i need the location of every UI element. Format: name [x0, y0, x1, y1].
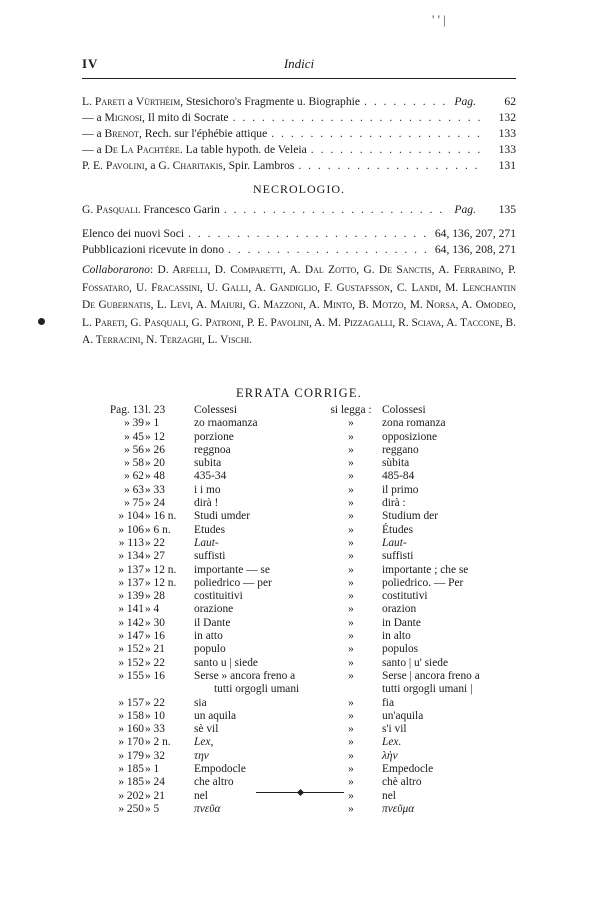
errata-correct: in alto — [382, 630, 411, 643]
errata-row — [0, 630, 612, 643]
errata-separator: » — [348, 643, 354, 656]
errata-separator: » — [348, 550, 354, 563]
errata-line: » 33 — [145, 723, 165, 736]
leader-dots — [224, 202, 451, 218]
errata-line: l. 23 — [145, 404, 166, 416]
end-ornament — [256, 790, 344, 796]
errata-separator: » — [348, 736, 354, 749]
errata-separator: » — [348, 776, 354, 789]
errata-line: » 12 n. — [145, 563, 177, 576]
errata-row — [0, 763, 612, 776]
errata-separator: » — [348, 510, 354, 523]
errata-wrong: zo rnaomanza — [194, 417, 258, 430]
errata-line: » 24 — [145, 776, 165, 789]
errata-row — [0, 524, 612, 537]
entry-author: Pareti — [94, 95, 125, 108]
errata-row — [0, 510, 612, 523]
entry-prefix: P. E. — [82, 159, 106, 172]
errata-page: » 134 — [118, 550, 144, 563]
leader-dots — [298, 158, 482, 174]
errata-page: » 56 — [124, 443, 144, 456]
errata-line: » 12 n. — [145, 576, 177, 589]
errata-separator: » — [348, 497, 354, 510]
errata-wrong: orazione — [194, 603, 234, 616]
margin-bullet — [38, 318, 45, 325]
errata-page: » 45 — [124, 430, 144, 443]
collaborators-paragraph — [82, 262, 516, 350]
errata-page: » 185 — [118, 763, 144, 776]
leader-dots — [228, 242, 431, 258]
entry-text — [82, 158, 294, 174]
errata-row — [0, 750, 612, 763]
errata-row — [0, 564, 612, 577]
page-number: IV — [82, 56, 99, 71]
errata-line: » 20 — [145, 457, 165, 470]
errata-line: » 28 — [145, 590, 165, 603]
errata-page: » 155 — [118, 669, 144, 682]
entry-connector: a — [124, 95, 136, 108]
errata-row — [0, 657, 612, 670]
errata-line: » 12 — [145, 430, 165, 443]
errata-wrong: Etudes — [194, 523, 226, 536]
errata-row — [0, 603, 612, 616]
index-row — [82, 142, 516, 158]
errata-row — [0, 537, 612, 550]
review-index — [82, 94, 516, 174]
errata-row — [0, 670, 612, 683]
errata-line: » 21 — [145, 789, 165, 802]
errata-row — [0, 444, 612, 457]
errata-row — [0, 643, 612, 656]
page-label: Pag. — [454, 203, 476, 216]
errata-separator: » — [348, 563, 354, 576]
errata-line: » 21 — [145, 643, 165, 656]
errata-wrong: suffisti — [194, 550, 226, 563]
errata-separator: » — [348, 763, 354, 776]
entry-target: Vürtheim — [135, 95, 181, 108]
entry-prefix: L. — [82, 95, 95, 108]
errata-page: » 39 — [124, 417, 144, 430]
errata-wrong: Studi umder — [194, 510, 251, 523]
errata-correct: poliedrico. — Per — [382, 576, 464, 589]
errata-wrong: nel — [194, 789, 208, 802]
errata-row — [0, 617, 612, 630]
errata-page: » 157 — [118, 696, 144, 709]
errata-row — [0, 590, 612, 603]
errata-separator: » — [348, 656, 354, 669]
errata-page: » 185 — [118, 776, 144, 789]
leader-dots — [188, 226, 431, 242]
errata-row — [0, 550, 612, 563]
entry-text: G. Pasquali. Francesco Garin — [82, 203, 220, 216]
errata-separator: » — [348, 430, 354, 443]
index-row — [82, 202, 516, 218]
errata-separator: » — [348, 470, 354, 483]
errata-wrong: subita — [194, 457, 222, 470]
errata-separator: » — [348, 576, 354, 589]
entry-target: Brenot — [104, 127, 139, 140]
entry-target: Mignosi — [104, 111, 142, 124]
errata-wrong: Serse » ancora freno a — [194, 669, 296, 682]
errata-correct: in Dante — [382, 616, 421, 629]
errata-page: » 137 — [118, 576, 144, 589]
errata-separator: » — [348, 603, 354, 616]
errata-correct: zona romanza — [382, 417, 446, 430]
errata-correct: Lex. — [382, 736, 402, 749]
errata-wrong: πνεῦα — [194, 802, 221, 815]
errata-line: » 22 — [145, 696, 165, 709]
errata-correct: chè altro — [382, 776, 422, 789]
errata-correct: Colossesi — [382, 404, 426, 416]
index-row — [82, 158, 516, 174]
errata-wrong: Lex, — [194, 736, 214, 749]
errata-line: » 1 — [145, 417, 160, 430]
page-ref: 62 — [504, 95, 516, 108]
errata-line: » 26 — [145, 443, 165, 456]
errata-separator: » — [348, 723, 354, 736]
entry-prefix: — a — [82, 111, 105, 124]
errata-line: » 16 n. — [145, 510, 177, 523]
errata-correct: dirà : — [382, 497, 406, 510]
errata-correct: importante ; che se — [382, 563, 469, 576]
errata-page: » 104 — [118, 510, 144, 523]
errata-wrong: την — [194, 749, 209, 762]
errata-correct: orazion — [382, 603, 417, 616]
errata-separator: » — [348, 457, 354, 470]
errata-line: » 24 — [145, 497, 165, 510]
errata-line: » 5 — [145, 802, 160, 815]
collaborators-names: : D. Arfelli, D. Comparetti, A. Dal Zotto, G. De Sanctis, A. Ferrabino, P. Fossataro, U. Fracassini, U. Galli, A. Gandiglio, F. Gustafsson, C. Landi, M. Lenchantin De Gubernatis, L. Levi, A. Maiuri, G. Mazzoni, A. Minto, B. Motzo, M. Norsa, A. Omodeo, L. Pareti, G. Pasquali, G. Patroni, P. E. Pavolini, A. M. Pizzagalli, R. Sciava, A. Taccone, B. A. Terracini, N. Terzaghi, L. Vischi. — [82, 264, 516, 347]
errata-wrong: sè vil — [194, 723, 219, 736]
page-title: Indici — [283, 56, 315, 71]
errata-page: » 106 — [118, 523, 144, 536]
errata-wrong: sia — [194, 696, 207, 709]
errata-row — [0, 736, 612, 749]
errata-line: » 6 n. — [145, 523, 171, 536]
errata-wrong: tutti orgogli umani — [214, 683, 300, 696]
errata-page: » 137 — [118, 563, 144, 576]
errata-page: » 139 — [118, 590, 144, 603]
errata-wrong: che altro — [194, 776, 234, 789]
errata-separator: » — [348, 523, 354, 536]
errata-separator: » — [348, 616, 354, 629]
errata-page: » 250 — [118, 802, 144, 815]
errata-page: » 152 — [118, 656, 144, 669]
errata-wrong: il Dante — [194, 616, 231, 629]
errata-wrong: populo — [194, 643, 226, 656]
errata-separator: » — [348, 483, 354, 496]
errata-correct: Empedocle — [382, 763, 434, 776]
errata-correct: s'i vil — [382, 723, 407, 736]
errata-row — [0, 470, 612, 483]
errata-page: » 170 — [118, 736, 144, 749]
errata-line: » 22 — [145, 536, 165, 549]
errata-separator: » — [348, 417, 354, 430]
entry-target: Charitakis — [172, 159, 223, 172]
index-row — [82, 242, 516, 258]
errata-wrong: i i mo — [194, 483, 221, 496]
page-ref: 133 — [498, 143, 516, 156]
errata-correct: λὴν — [382, 749, 398, 762]
errata-page: » 62 — [124, 470, 144, 483]
errata-page: » 58 — [124, 457, 144, 470]
necrologio-heading: NECROLOGIO. — [253, 182, 345, 196]
errata-correct: suffisti — [382, 550, 414, 563]
errata-page: » 142 — [118, 616, 144, 629]
page-ref: 135 — [498, 203, 516, 216]
errata-correct: il primo — [382, 483, 419, 496]
errata-correct: santo | u' siede — [382, 656, 449, 669]
entry-work: , Spir. Lambros — [222, 159, 295, 172]
errata-separator: » — [348, 709, 354, 722]
page-ref: 131 — [498, 159, 516, 172]
errata-row — [0, 577, 612, 590]
errata-correct: tutti orgogli umani | — [382, 683, 473, 696]
entry-work: , Stesichoro's Fragmente u. Biographie — [180, 95, 361, 108]
errata-line: » 30 — [145, 616, 165, 629]
errata-correct: Studium der — [382, 510, 439, 523]
errata-separator: » — [348, 630, 354, 643]
errata-line: » 2 n. — [145, 736, 171, 749]
errata-table — [0, 404, 612, 816]
errata-separator: » — [348, 749, 354, 762]
errata-page: » 152 — [118, 643, 144, 656]
errata-line: » 4 — [145, 603, 160, 616]
entry-target: De La Pachtère — [104, 143, 180, 156]
errata-row — [0, 497, 612, 510]
errata-separator: » — [348, 802, 354, 815]
errata-line: » 32 — [145, 749, 165, 762]
errata-row — [0, 484, 612, 497]
errata-line: » 16 — [145, 669, 165, 682]
errata-separator: » — [348, 590, 354, 603]
page-ref: 64, 136, 208, 271 — [434, 243, 516, 256]
errata-wrong: Colessesi — [194, 404, 238, 416]
errata-line: » 10 — [145, 709, 165, 722]
errata-line: » 22 — [145, 656, 165, 669]
entry-text: Elenco dei nuovi Soci — [82, 227, 185, 240]
errata-wrong: reggnoa — [194, 443, 231, 456]
errata-correct: costitutivi — [382, 590, 428, 603]
errata-wrong: importante — se — [194, 563, 270, 576]
errata-wrong: in atto — [194, 630, 223, 643]
errata-page: » 179 — [118, 749, 144, 762]
leader-dots — [364, 94, 450, 110]
errata-wrong: porzione — [194, 430, 234, 443]
errata-wrong: dirà ! — [194, 497, 219, 510]
page-ref: 132 — [498, 111, 516, 124]
errata-wrong: 435-34 — [194, 470, 227, 483]
errata-wrong: Laut- — [194, 536, 219, 549]
header-rule — [82, 78, 516, 79]
entry-prefix: — a — [82, 127, 105, 140]
errata-correct: opposizione — [382, 430, 438, 443]
errata-correct: sùbita — [382, 457, 410, 470]
errata-page: » 75 — [124, 497, 144, 510]
errata-separator: » — [348, 696, 354, 709]
errata-row — [0, 404, 612, 417]
errata-page: » 158 — [118, 709, 144, 722]
entry-work: , Il mito di Socrate — [141, 111, 229, 124]
errata-separator: » — [348, 789, 354, 802]
errata-wrong: un aquila — [194, 709, 237, 722]
errata-row — [0, 431, 612, 444]
index-row — [82, 126, 516, 142]
errata-correct: 485-84 — [382, 470, 415, 483]
errata-row — [0, 803, 612, 816]
errata-wrong: costituitivi — [194, 590, 243, 603]
errata-wrong: poliedrico — per — [194, 576, 272, 589]
errata-separator: si legga : — [330, 404, 372, 416]
page-ref: 64, 136, 207, 271 — [434, 227, 516, 240]
entry-text — [82, 110, 229, 126]
errata-row — [0, 457, 612, 470]
errata-line: » 27 — [145, 550, 165, 563]
errata-correct: Laut- — [382, 536, 407, 549]
running-header — [82, 56, 516, 74]
errata-correct: fia — [382, 696, 395, 709]
errata-page: » 147 — [118, 630, 144, 643]
entry-author: Pavolini — [105, 159, 145, 172]
errata-correct: un'aquila — [382, 709, 424, 722]
collaborators-label: Collaborarono — [82, 264, 150, 276]
errata-correct: populos — [382, 643, 419, 656]
errata-page: Pag. 13 — [109, 404, 144, 416]
errata-correct: reggano — [382, 443, 419, 456]
entry-prefix: — a — [82, 143, 105, 156]
errata-correct: Serse | ancora freno a — [382, 669, 480, 682]
errata-row — [0, 776, 612, 789]
leader-dots — [271, 126, 482, 142]
leader-dots — [311, 142, 482, 158]
errata-page: » 202 — [118, 789, 144, 802]
necrologio-entry — [82, 202, 516, 218]
index-row — [82, 226, 516, 242]
errata-wrong: santo u | siede — [194, 656, 258, 669]
entry-connector: , a G. — [144, 159, 173, 172]
errata-page: » 113 — [118, 536, 144, 549]
index-row — [82, 94, 516, 110]
errata-wrong: Empodocle — [194, 763, 246, 776]
errata-line: » 1 — [145, 763, 160, 776]
errata-correct: πνεῦμα — [382, 802, 415, 815]
entry-text — [82, 94, 360, 110]
errata-heading: ERRATA CORRIGE. — [235, 386, 363, 400]
errata-page: » 141 — [118, 603, 144, 616]
errata-correct: Études — [382, 523, 414, 536]
page-ref: 133 — [498, 127, 516, 140]
errata-row — [0, 683, 612, 696]
errata-row — [0, 710, 612, 723]
errata-row — [0, 697, 612, 710]
errata-line: » 48 — [145, 470, 165, 483]
entry-text — [82, 142, 307, 158]
errata-separator: » — [348, 669, 354, 682]
page-label: Pag. — [454, 95, 476, 108]
errata-line: » 16 — [145, 630, 165, 643]
index-row — [82, 110, 516, 126]
corner-marks: ' ' | — [432, 12, 446, 27]
errata-row — [0, 417, 612, 430]
errata-page: » 63 — [124, 483, 144, 496]
leader-dots — [233, 110, 482, 126]
errata-page: » 160 — [118, 723, 144, 736]
entry-work: , Rech. sur l'éphébie attique — [138, 127, 268, 140]
errata-separator: » — [348, 443, 354, 456]
society-lists — [82, 226, 516, 258]
errata-row — [0, 723, 612, 736]
errata-separator: » — [348, 536, 354, 549]
errata-correct: nel — [382, 789, 396, 802]
entry-work: . La table hypoth. de Veleia — [179, 143, 307, 156]
ornament-diamond — [297, 789, 304, 796]
errata-line: » 33 — [145, 483, 165, 496]
entry-text — [82, 126, 267, 142]
entry-text: Pubblicazioni ricevute in dono — [82, 243, 224, 256]
